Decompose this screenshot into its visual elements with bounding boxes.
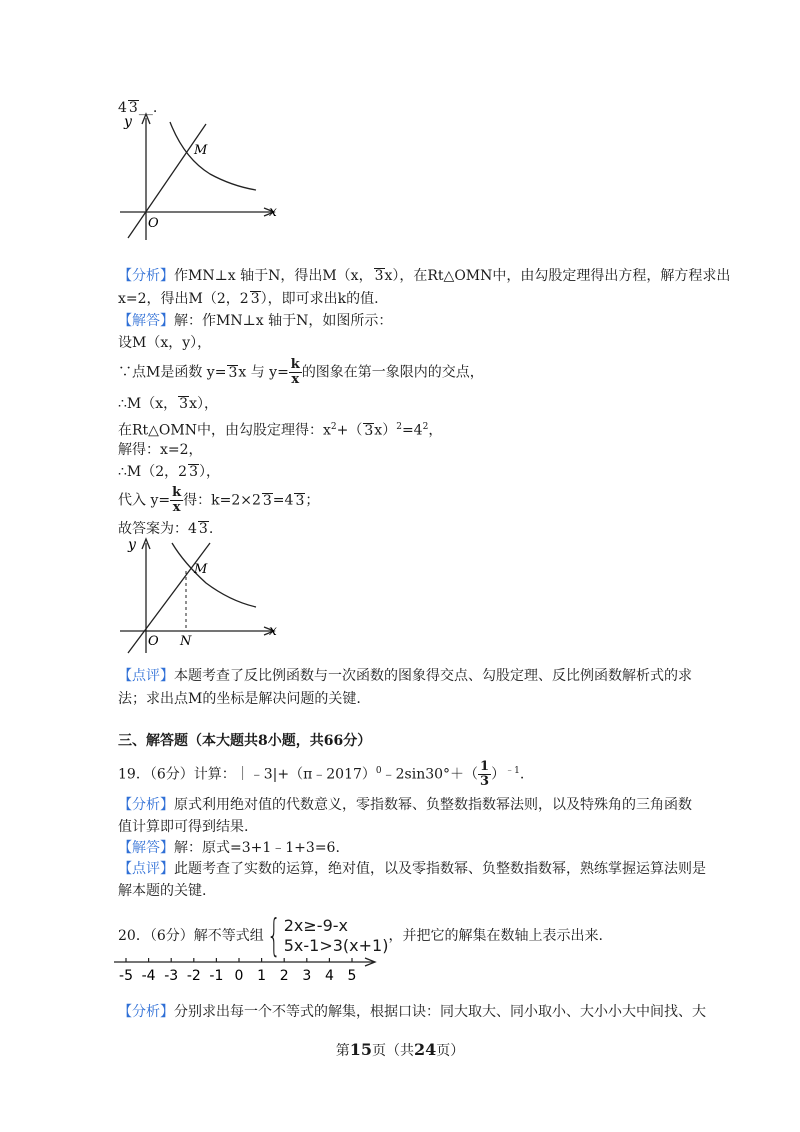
fraction-k-over-x xyxy=(170,486,183,515)
footer-text: 页） xyxy=(436,1043,465,1059)
frac-numerator: k xyxy=(290,357,300,372)
sqrt-3: 3 xyxy=(374,268,384,284)
page-number: 15 xyxy=(349,1040,372,1059)
text-segment: 此题考查了实数的运算，绝对值，以及零指数幂、负整数指数幂，熟练掌握运算法则是 xyxy=(174,861,706,877)
q18-dianping-line1 xyxy=(118,667,692,685)
hyperbola-graph xyxy=(170,122,256,190)
q19-fenxi-line2 xyxy=(118,818,248,836)
sqrt-3: 3 xyxy=(179,396,189,412)
text-segment: 故答案为：4 xyxy=(118,521,197,537)
y-label: y xyxy=(128,537,136,553)
graph-1 xyxy=(114,110,284,245)
fenxi-tag: 【分析】 xyxy=(118,268,174,284)
frac-numerator: k xyxy=(172,485,182,500)
text-segment: 原式利用绝对值的代数意义，零指数幂、负整数指数幂法则，以及特殊角的三角函数 xyxy=(174,797,692,813)
text-segment: . xyxy=(208,521,214,537)
q18-m2-line xyxy=(118,463,220,481)
text-segment: ） xyxy=(491,766,506,783)
fenxi-tag: 【分析】 xyxy=(118,797,174,813)
q18-dianping-line2 xyxy=(118,690,361,708)
y-label: y xyxy=(124,114,132,130)
text-segment: ， xyxy=(428,422,443,439)
text-segment: ∴M（2，2 xyxy=(118,464,188,480)
text-segment: ），即可求出k的值. xyxy=(260,291,379,307)
text-segment: 作MN⊥x 轴于N，得出M（x， xyxy=(174,268,373,284)
q18-solve-line xyxy=(118,441,203,459)
q19-dianping-line2 xyxy=(118,882,206,900)
inequality-1: 2x≥-9-x xyxy=(283,916,348,935)
text-segment: ，并把它的解集在数轴上表示出来. xyxy=(388,928,603,944)
tick-label: 1 xyxy=(257,968,267,984)
text-segment: 设M（x，y）， xyxy=(118,335,212,351)
system-brace: { xyxy=(266,910,281,961)
x-label: x xyxy=(269,623,277,639)
text-segment: ﹣2sin30°＋（ xyxy=(381,766,479,783)
q18-because-line xyxy=(118,358,484,387)
origin-label: O xyxy=(148,216,159,231)
exponent: ﹣1 xyxy=(505,765,520,776)
q19-question xyxy=(118,760,524,789)
text-segment: x），在Rt△OMN中，由勾股定理得出方程，解方程求出 xyxy=(384,268,731,284)
q19-fenxi-line1 xyxy=(118,796,692,814)
hyperbola-graph xyxy=(172,543,256,607)
line-graph xyxy=(128,543,210,653)
footer-text: 第 xyxy=(335,1043,350,1059)
sqrt-3: 3 xyxy=(228,364,238,381)
text-segment: 法；求出点M的坐标是解决问题的关键. xyxy=(118,691,361,707)
text-segment: 在Rt△OMN中，由勾股定理得：x xyxy=(118,422,331,439)
dianping-tag: 【点评】 xyxy=(118,668,174,684)
text-segment: =4 xyxy=(401,422,423,439)
text-segment: 本题考查了反比例函数与一次函数的图象得交点、勾股定理、反比例函数解析式的求 xyxy=(174,668,692,684)
sqrt-answer: 3 xyxy=(128,100,138,116)
q19-jieda-line xyxy=(118,839,340,857)
q18-m1-line xyxy=(118,395,218,413)
q20-question xyxy=(118,910,603,961)
tick-label: 3 xyxy=(302,968,312,984)
exponent: 2 xyxy=(422,422,429,432)
exponent: 0 xyxy=(375,765,382,776)
section-3-title xyxy=(118,732,371,750)
q18-fenxi-line2 xyxy=(118,290,379,308)
answer-prefix: 4 xyxy=(118,100,127,116)
sqrt-3: 3 xyxy=(198,521,208,537)
q18-substitute-line xyxy=(118,486,319,515)
sqrt-3: 3 xyxy=(262,492,272,509)
q18-pythagoras-line xyxy=(118,418,442,440)
answer-suffix: __. xyxy=(138,100,158,116)
text-segment: 解：作MN⊥x 轴于N，如图所示： xyxy=(174,313,393,329)
page-footer xyxy=(0,1040,800,1060)
tick-label: 5 xyxy=(347,968,357,984)
fraction-one-third xyxy=(478,760,491,789)
tick-label: 0 xyxy=(234,968,244,984)
text-segment: 解得：x=2， xyxy=(118,442,203,458)
line-graph xyxy=(128,124,206,238)
frac-denominator: x xyxy=(172,500,181,515)
jieda-tag: 【解答】 xyxy=(118,313,174,329)
text-segment: x） xyxy=(374,422,397,439)
text-segment: =4 xyxy=(272,492,294,509)
footer-text: 页（共 xyxy=(372,1043,414,1059)
fraction-k-over-x xyxy=(289,358,302,387)
q18-jieda-line xyxy=(118,312,392,330)
text-segment: 19．（6分）计算：｜﹣3|+（π﹣2017） xyxy=(118,766,376,783)
text-segment: x=2，得出M（2，2 xyxy=(118,291,249,307)
text-segment: 得：k=2×2 xyxy=(183,492,261,509)
q19-dianping-line1 xyxy=(118,860,706,878)
text-segment: ； xyxy=(305,492,320,509)
q18-fenxi-line1 xyxy=(118,267,730,285)
number-line xyxy=(112,954,382,984)
jieda-tag: 【解答】 xyxy=(118,840,174,856)
origin-label: O xyxy=(148,634,159,649)
tick-label: -3 xyxy=(164,968,179,984)
sqrt-3: 3 xyxy=(295,492,305,509)
sqrt-3: 3 xyxy=(364,422,374,439)
text-segment: x）， xyxy=(189,396,218,412)
text-segment: 解：原式=3+1﹣1+3=6. xyxy=(174,840,340,856)
text-segment: ∵点M是函数 y= xyxy=(118,364,227,381)
text-segment: ）， xyxy=(198,464,220,480)
sqrt-3: 3 xyxy=(189,464,198,480)
x-label: x xyxy=(269,204,277,220)
exponent: 2 xyxy=(396,422,402,432)
total-pages: 24 xyxy=(414,1040,437,1059)
point-n-label: N xyxy=(180,634,192,649)
q18-set-line xyxy=(118,334,211,352)
inequality-2: 5x-1>3(x+1) xyxy=(283,936,389,955)
tick-label: -2 xyxy=(186,968,201,984)
tick-label: 4 xyxy=(324,968,334,984)
point-m-label: M xyxy=(194,143,208,158)
exponent: 2 xyxy=(330,422,337,432)
text-segment: . xyxy=(519,766,525,783)
text-segment: x 与 y= xyxy=(238,364,289,381)
graph-2 xyxy=(114,535,284,660)
tick-label: -4 xyxy=(141,968,156,984)
frac-denominator: x xyxy=(291,372,300,387)
text-segment: 分别求出每一个不等式的解集，根据口诀：同大取大、同小取小、大小小大中间找、大 xyxy=(174,1004,706,1020)
tick-label: 2 xyxy=(279,968,289,984)
point-m-label: M xyxy=(194,562,208,577)
frac-numerator: 1 xyxy=(480,759,490,774)
text-segment: ∴M（x， xyxy=(118,396,178,412)
q20-fenxi-line1 xyxy=(118,1003,706,1021)
text-segment: 20．（6分）解不等式组 xyxy=(118,928,264,944)
text-segment: 值计算即可得到结果. xyxy=(118,819,249,835)
inequality-system xyxy=(284,916,389,956)
tick-label: -1 xyxy=(209,968,224,984)
text-segment: 解本题的关键. xyxy=(118,883,207,899)
frac-denominator: 3 xyxy=(480,774,490,789)
text-segment: +（ xyxy=(336,422,363,439)
dianping-tag: 【点评】 xyxy=(118,861,174,877)
text-segment: 的图象在第一象限内的交点， xyxy=(301,364,484,381)
tick-label: -5 xyxy=(119,968,133,984)
text-segment: 代入 y= xyxy=(118,492,171,509)
fenxi-tag: 【分析】 xyxy=(118,1004,174,1020)
sqrt-3: 3 xyxy=(250,291,260,307)
section-title-text: 三、解答题（本大题共8小题，共66分） xyxy=(118,733,372,749)
